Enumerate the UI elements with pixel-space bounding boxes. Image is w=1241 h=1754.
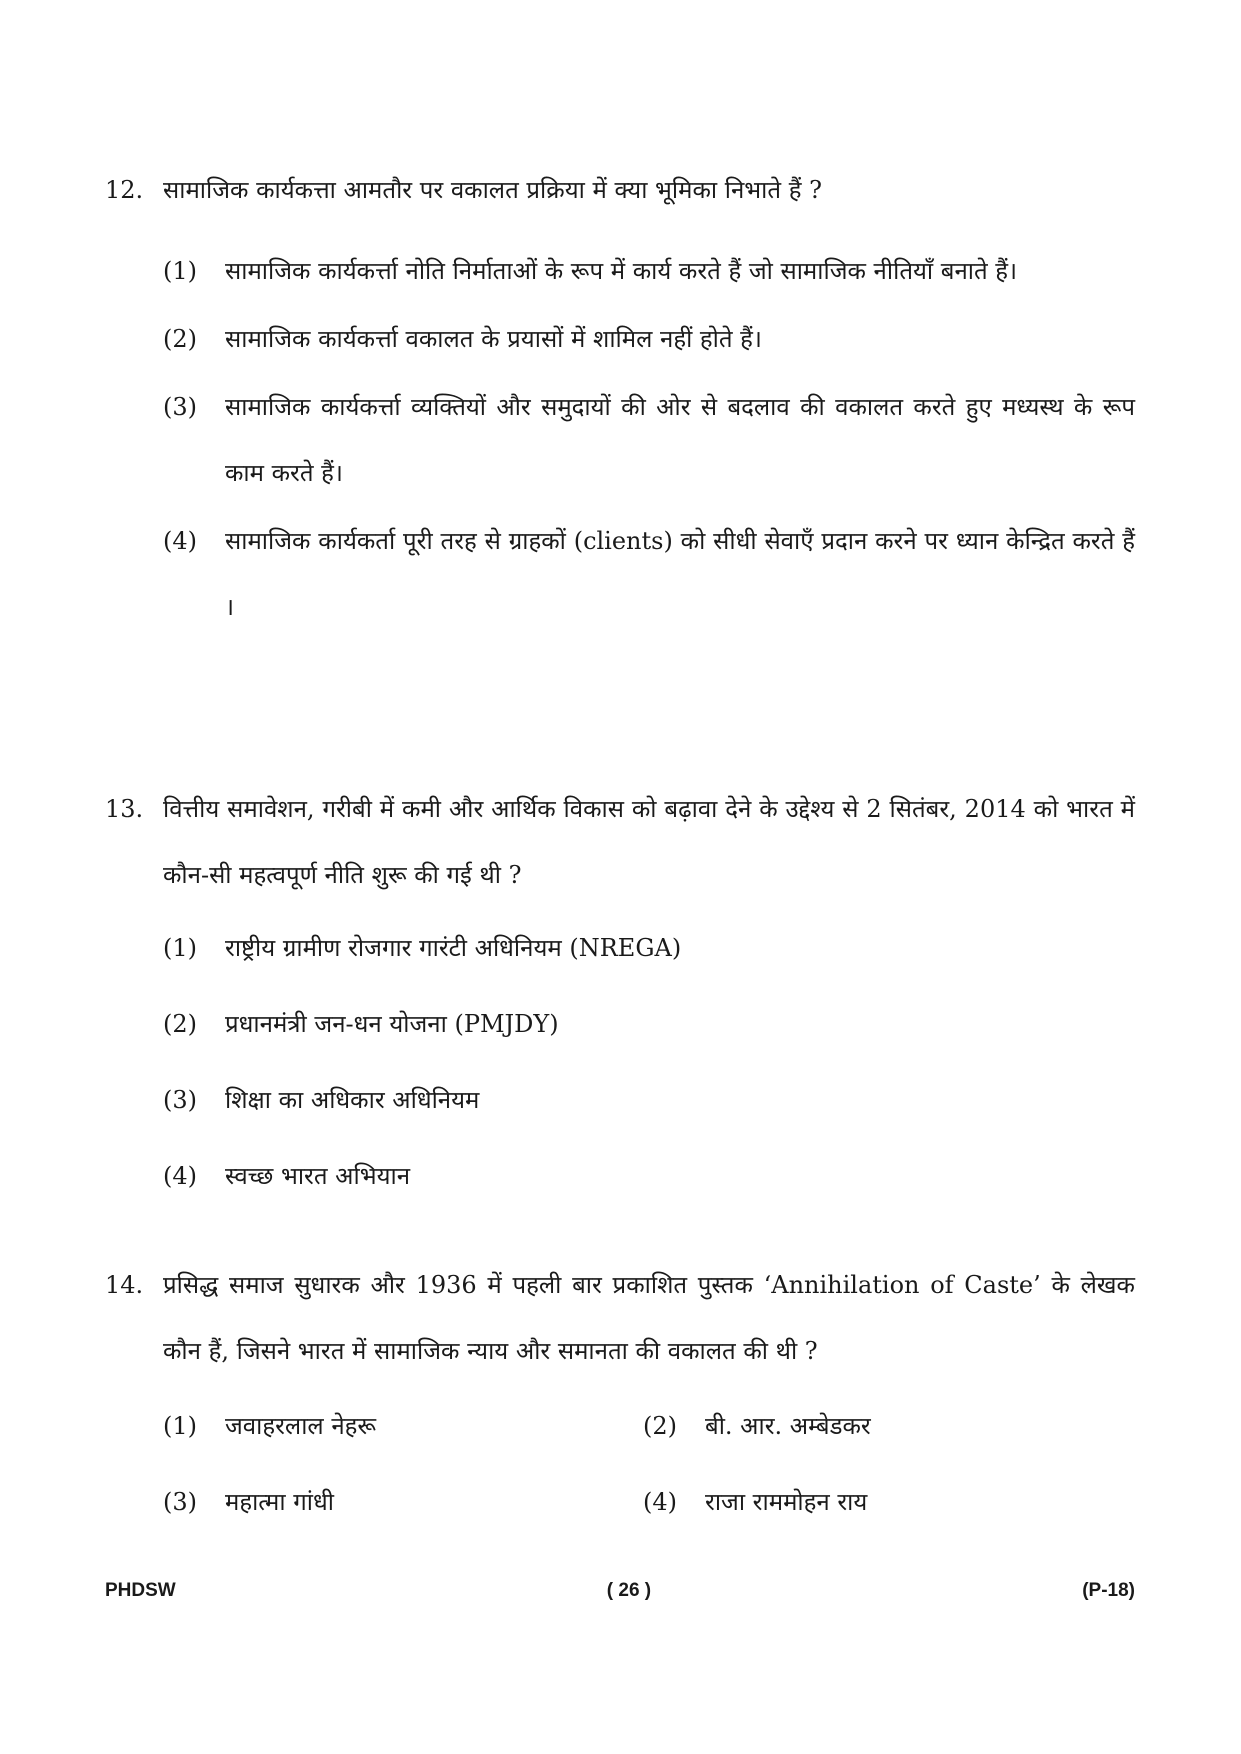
option-number: (2) bbox=[163, 1010, 197, 1038]
question-12 bbox=[105, 176, 1135, 640]
option-number: (3) bbox=[163, 393, 197, 421]
option-number: (1) bbox=[163, 934, 197, 962]
question-stem bbox=[105, 176, 1135, 204]
question-number: 12. bbox=[105, 176, 144, 204]
option-number: (1) bbox=[163, 1412, 197, 1440]
option bbox=[163, 374, 1135, 506]
option-list bbox=[163, 910, 1135, 1214]
option bbox=[163, 910, 1135, 986]
option bbox=[643, 1464, 1123, 1540]
option-text: बी. आर. अम्बेडकर bbox=[705, 1412, 871, 1440]
option bbox=[163, 1138, 1135, 1214]
option bbox=[163, 306, 1135, 372]
option bbox=[163, 1388, 643, 1464]
option-text: जवाहरलाल नेहरू bbox=[225, 1412, 377, 1440]
question-text: प्रसिद्ध समाज सुधारक और 1936 में पहली बार प्रकाशित पुस्तक ‘Annihilation of Caste’ के लेखक कौन हैं, जिसने भारत में सामाजिक न्याय और समानता की वकालत की थी ? bbox=[163, 1271, 1135, 1365]
question-stem bbox=[105, 1252, 1135, 1384]
option-text: राजा राममोहन राय bbox=[705, 1488, 868, 1516]
option-number: (3) bbox=[163, 1086, 197, 1114]
option-text: महात्मा गांधी bbox=[225, 1488, 334, 1516]
course-code: PHDSW bbox=[105, 1580, 176, 1601]
option-number: (3) bbox=[163, 1488, 197, 1516]
question-number: 13. bbox=[105, 795, 144, 823]
option bbox=[163, 1062, 1135, 1138]
option-number: (4) bbox=[643, 1488, 677, 1516]
option bbox=[163, 238, 1135, 304]
option-number: (2) bbox=[643, 1412, 677, 1440]
page-footer bbox=[105, 1580, 1135, 1602]
option-text: सामाजिक कार्यकर्त्ता नोति निर्माताओं के रूप में कार्य करते हैं जो सामाजिक नीतियाँ बनाते हैं। bbox=[225, 257, 1018, 285]
option-list bbox=[163, 1388, 1135, 1540]
option-number: (4) bbox=[163, 1162, 197, 1190]
option-text: राष्ट्रीय ग्रामीण रोजगार गारंटी अधिनियम (NREGA) bbox=[225, 934, 682, 962]
option-text: शिक्षा का अधिकार अधिनियम bbox=[225, 1086, 480, 1114]
option-text: स्वच्छ भारत अभियान bbox=[225, 1162, 411, 1190]
option bbox=[643, 1388, 1123, 1464]
option-text: प्रधानमंत्री जन-धन योजना (PMJDY) bbox=[225, 1010, 559, 1038]
question-text: सामाजिक कार्यकत्ता आमतौर पर वकालत प्रक्रिया में क्या भूमिका निभाते हैं ? bbox=[163, 176, 822, 204]
question-text: वित्तीय समावेशन, गरीबी में कमी और आर्थिक विकास को बढ़ावा देने के उद्देश्य से 2 सितंबर, 2014 को भारत में कौन-सी महत्वपूर्ण नीति शुरू की गई थी ? bbox=[163, 795, 1135, 889]
option-number: (2) bbox=[163, 325, 197, 353]
question-14 bbox=[105, 1252, 1135, 1540]
question-13 bbox=[105, 776, 1135, 1214]
page-number: ( 26 ) bbox=[606, 1580, 652, 1601]
option-number: (1) bbox=[163, 257, 197, 285]
option-list bbox=[163, 238, 1135, 640]
paper-code: (P-18) bbox=[1082, 1580, 1135, 1601]
option bbox=[163, 1464, 643, 1540]
option bbox=[163, 986, 1135, 1062]
option-text: सामाजिक कार्यकर्त्ता व्यक्तियों और समुदायों की ओर से बदलाव की वकालत करते हुए मध्यस्थ के रूप काम करते हैं। bbox=[225, 393, 1135, 487]
question-stem bbox=[105, 776, 1135, 908]
option-text: सामाजिक कार्यकर्ता पूरी तरह से ग्राहकों (clients) को सीधी सेवाएँ प्रदान करने पर ध्यान केन्द्रित करते हैं । bbox=[225, 527, 1135, 621]
option-text: सामाजिक कार्यकर्त्ता वकालत के प्रयासों में शामिल नहीं होते हैं। bbox=[225, 325, 763, 353]
option-number: (4) bbox=[163, 527, 197, 555]
question-number: 14. bbox=[105, 1271, 144, 1299]
option bbox=[163, 508, 1135, 640]
